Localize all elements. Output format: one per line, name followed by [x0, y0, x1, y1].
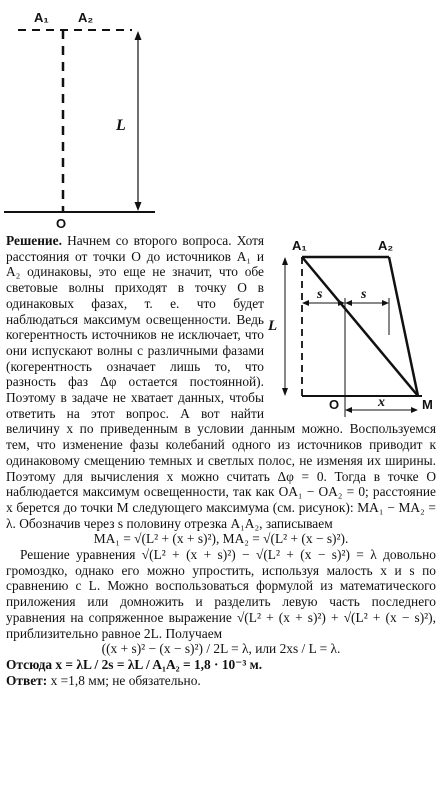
label-a1-fig2: A₁ — [292, 238, 307, 253]
solution-body-1: Начнем со второго вопроса. Хотя расстояния от точки O до источников A₁ и A₂ одинаковы, это еще не значит, что обе световые волны приходят в точку O в одинаковых фазах, т. е. что будет наблюдаться максимум освещенности. Ведь когерентность источников не исключает, что они испускают волны с различными фазами (когерентность означает лишь то, что разность фаз Δφ остается постоянной). Поэтому в задаче не хватает данных, чтобы ответить на этот вопрос. А вот найти величину x по приведенным в условии данным можно. Воспользуемся тем, что изменение фазы колебаний одного из источников приводит к одинаковому смещению темных и светлых полос, не изменяя их ширины. Поэтому для вычисления x можно считать Δφ = 0. Тогда в точке O наблюдается максимум освещенности, так как OA₁ − OA₂ = 0; расстояние x берется до точки M следующего максимума (см. рисунок): MA₁ − MA₂ = λ. Обозначив через s половину отрезка A₁A₂, записываем — [6, 233, 436, 531]
equation-ma: MA₁ = √(L² + (x + s)²), MA₂ = √(L² + (x − s)²). — [93, 531, 349, 547]
answer — [6, 673, 436, 689]
label-o: O — [56, 216, 67, 231]
label-L-fig2: L — [268, 318, 278, 334]
equation-simplified: ((x + s)² − (x − s)²) / 2L = λ, или 2xs / L = λ. — [101, 641, 341, 657]
label-L: L — [116, 117, 126, 134]
label-o-fig2: O — [329, 397, 340, 412]
answer-label: Ответ: — [6, 672, 48, 688]
solution-heading: Решение. — [6, 233, 62, 248]
label-a2: A₂ — [78, 10, 94, 25]
label-s2: s — [361, 287, 367, 302]
label-m: M — [422, 397, 433, 412]
label-a1: A₁ — [34, 10, 49, 25]
answer-text: x =1,8 мм; не обязательно. — [47, 672, 201, 688]
label-a2-fig2: A₂ — [378, 238, 394, 253]
label-x-fig2: x — [378, 395, 385, 410]
solution-paragraph-2: Решение уравнения √(L² + (x + s)²) − √(L² + (x − s)²) = λ довольно громоздко, однако его можно упростить, используя малость x и s по сравнению с L. Можно воспользоваться формулой из математического приложения или домножить и разделить левую часть последнего уравнения на сопряженное выражение √(L² + (x + s)²) + √(L² + (x − s)²), приблизительно равное 2L. Получаем — [6, 547, 436, 641]
equation-result: Отсюда x = λL / 2s = λL / A₁A₂ = 1,8 · 10⁻³ м. — [6, 656, 263, 672]
figure-space — [264, 233, 436, 411]
label-s1: s — [317, 287, 323, 302]
arrow-down — [135, 202, 142, 211]
solution-text — [6, 233, 436, 688]
